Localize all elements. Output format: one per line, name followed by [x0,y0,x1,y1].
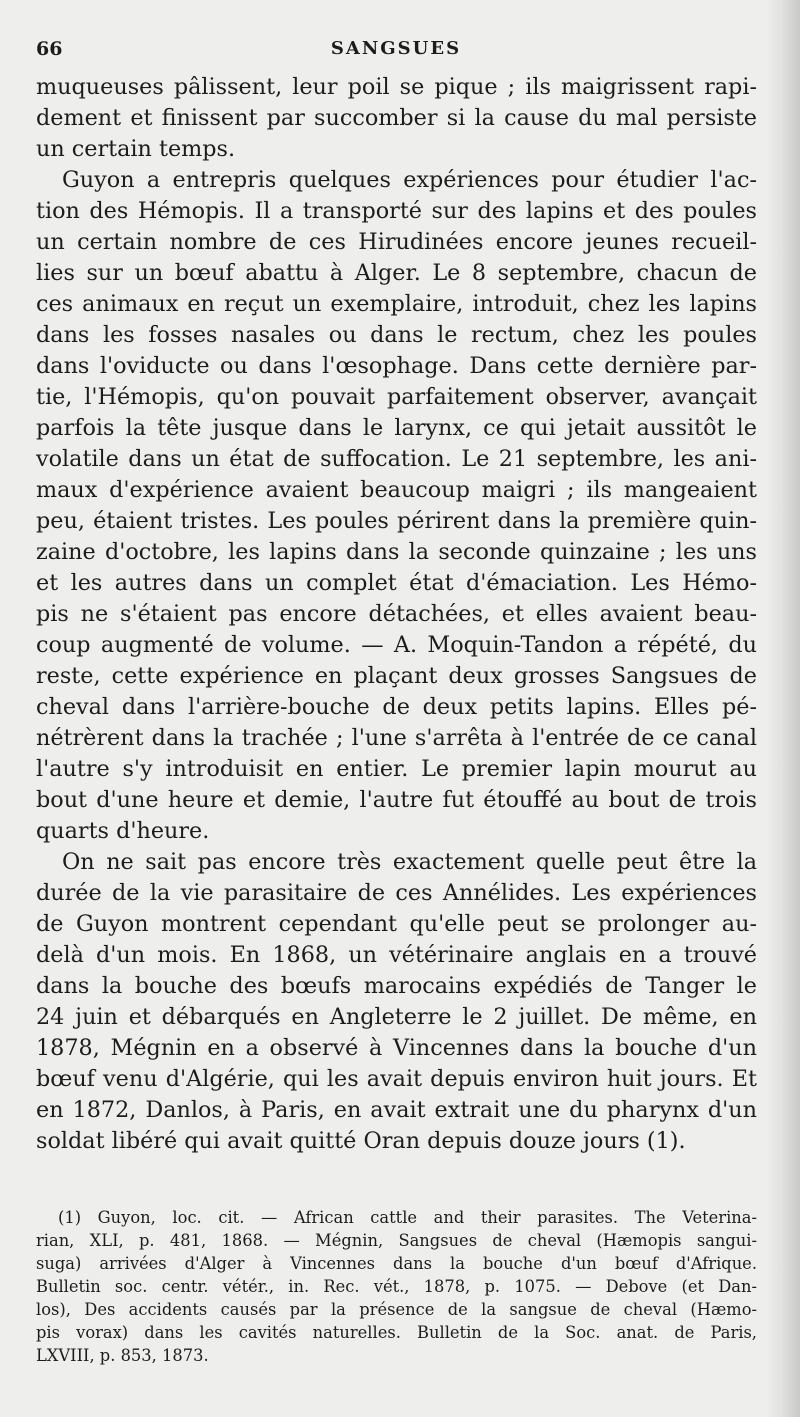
footnote-line: suga) arrivées d'Alger à Vincennes dans la bouche d'un bœuf d'Afrique. [36,1254,757,1273]
running-title: SANGSUES [330,38,462,59]
footnote-line: (1) Guyon, loc. cit. — African cattle and their parasites. The Veterina- [58,1208,757,1227]
page-header [36,36,756,62]
body-line: parfois la tête jusque dans le larynx, ce qui jetait aussitôt le [36,415,757,441]
footnotes [36,1206,757,1367]
body-line: volatile dans un état de suffocation. Le 21 septembre, les ani- [36,446,757,472]
body-line: et les autres dans un complet état d'émaciation. Les Hémo- [36,570,757,596]
body-line: un certain nombre de ces Hirudinées encore jeunes recueil- [36,229,757,255]
page-number: 66 [36,38,63,60]
body-line: tion des Hémopis. Il a transporté sur des lapins et des poules [36,198,757,224]
body-line: maux d'expérience avaient beaucoup maigri ; ils mangeaient [36,477,757,503]
body-line: ces animaux en reçut un exemplaire, introduit, chez les lapins [36,291,757,317]
footnote-line: Bulletin soc. centr. vétér., in. Rec. vét., 1878, p. 1075. — Debove (et Dan- [36,1277,757,1296]
body-line: en 1872, Danlos, à Paris, en avait extrait une du pharynx d'un [36,1097,757,1123]
page-gutter-shadow [766,0,800,1417]
footnote-line: pis vorax) dans les cavités naturelles. Bulletin de la Soc. anat. de Paris, [36,1323,757,1342]
body-line: zaine d'octobre, les lapins dans la seconde quinzaine ; les uns [36,539,757,565]
body-line: dans la bouche des bœufs marocains expédiés de Tanger le [36,973,757,999]
body-line: Guyon a entrepris quelques expériences pour étudier l'ac- [62,167,757,193]
body-line: peu, étaient tristes. Les poules périrent dans la première quin- [36,508,757,534]
body-line: l'autre s'y introduisit en entier. Le premier lapin mourut au [36,756,757,782]
body-line: 1878, Mégnin en a observé à Vincennes dans la bouche d'un [36,1035,757,1061]
body-line: de Guyon montrent cependant qu'elle peut se prolonger au- [36,911,757,937]
body-line: cheval dans l'arrière-bouche de deux petits lapins. Elles pé- [36,694,757,720]
body-line: bout d'une heure et demie, l'autre fut étouffé au bout de trois [36,787,757,813]
body-line: pis ne s'étaient pas encore détachées, et elles avaient beau- [36,601,757,627]
body-line: delà d'un mois. En 1868, un vétérinaire anglais en a trouvé [36,942,757,968]
body-line: muqueuses pâlissent, leur poil se pique ; ils maigrissent rapi- [36,74,757,100]
footnote-line: los), Des accidents causés par la présence de la sangsue de cheval (Hæmo- [36,1300,757,1319]
body-line: nétrèrent dans la trachée ; l'une s'arrêta à l'entrée de ce canal [36,725,757,751]
body-text [36,72,757,1157]
footnote-line: LXVIII, p. 853, 1873. [36,1346,209,1365]
footnote-line: rian, XLI, p. 481, 1868. — Mégnin, Sangsues de cheval (Hæmopis sangui- [36,1231,757,1250]
body-line: dement et finissent par succomber si la cause du mal persiste [36,105,757,131]
body-line: On ne sait pas encore très exactement quelle peut être la [62,849,757,875]
body-line: coup augmenté de volume. — A. Moquin-Tandon a répété, du [36,632,757,658]
body-line: bœuf venu d'Algérie, qui les avait depuis environ huit jours. Et [36,1066,757,1092]
body-line: durée de la vie parasitaire de ces Annélides. Les expériences [36,880,757,906]
body-line: soldat libéré qui avait quitté Oran depuis douze jours (1). [36,1128,686,1154]
body-line: dans les fosses nasales ou dans le rectum, chez les poules [36,322,757,348]
body-line: lies sur un bœuf abattu à Alger. Le 8 septembre, chacun de [36,260,757,286]
body-line: 24 juin et débarqués en Angleterre le 2 juillet. De même, en [36,1004,757,1030]
body-line: dans l'oviducte ou dans l'œsophage. Dans cette dernière par- [36,353,757,379]
body-line: tie, l'Hémopis, qu'on pouvait parfaitement observer, avançait [36,384,757,410]
body-line: un certain temps. [36,136,236,162]
body-line: quarts d'heure. [36,818,210,844]
body-line: reste, cette expérience en plaçant deux grosses Sangsues de [36,663,757,689]
